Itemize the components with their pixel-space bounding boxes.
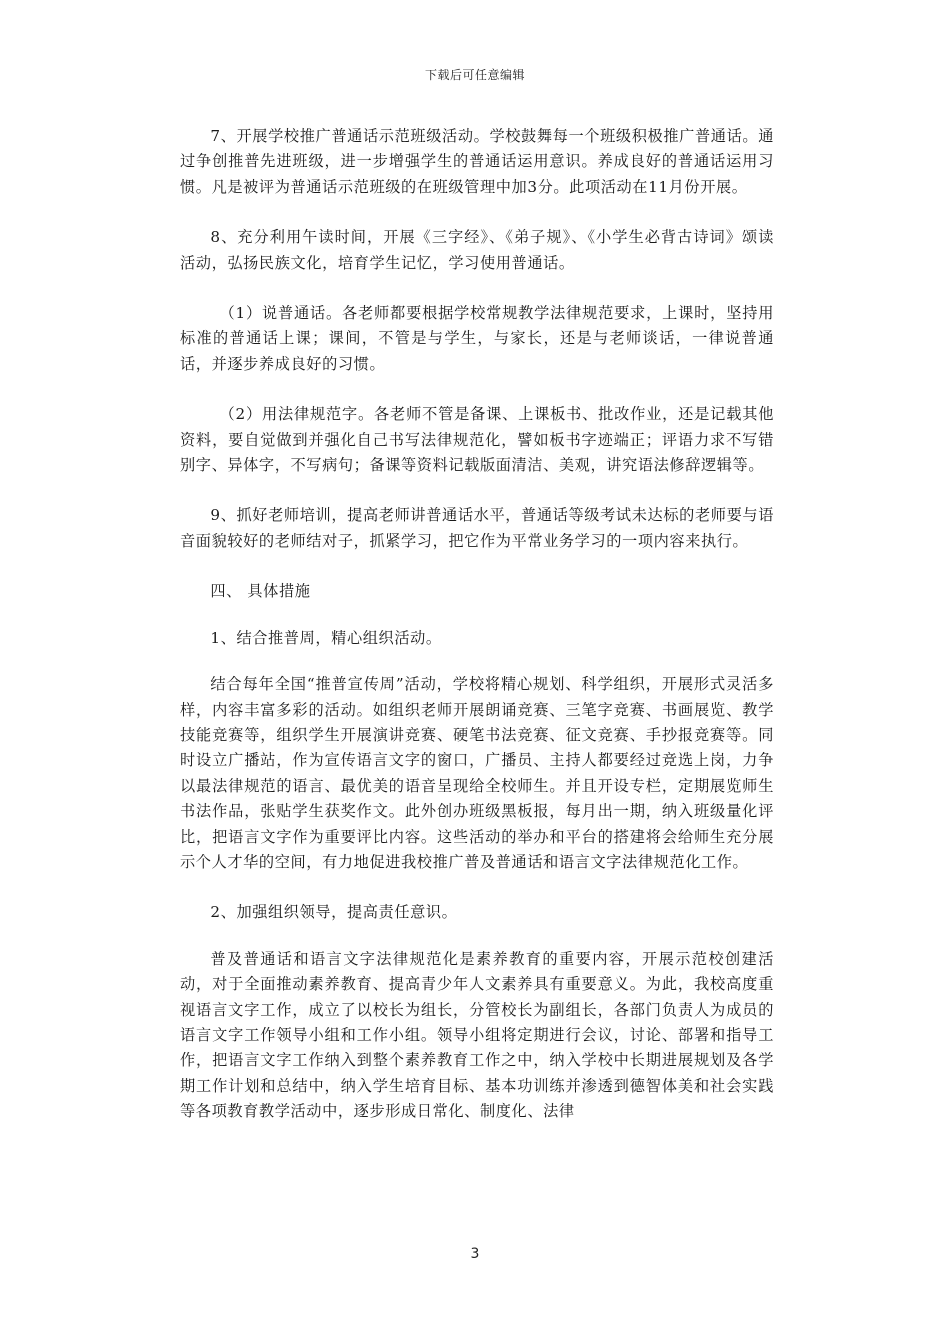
- paragraph-sub-1: （1）说普通话。各老师都要根据学校常规教学法律规范要求，上课时，坚持用标准的普通话上课；课间，不管是与学生，与家长，还是与老师谈话，一律说普通话，并逐步养成良好的习惯。: [180, 304, 774, 373]
- paragraph-body-2: 普及普通话和语言文字法律规范化是素养教育的重要内容，开展示范校创建活动，对于全面推动素养教育、提高青少年人文素养具有重要意义。为此，我校高度重视语言文字工作，成立了以校长为组长，分管校长为副组长，各部门负责人为成员的语言文字工作领导小组和工作小组。领导小组将定期进行会议，讨论、部署和指导工作，把语言文字工作纳入到整个素养教育工作之中，纳入学校中长期进展规划及各学期工作计划和总结中，纳入学生培育目标、基本功训练并渗透到德智体美和社会实践等各项教育教学活动中，逐步形成日常化、制度化、法律: [180, 949, 774, 1121]
- subsection-heading-1: 1、结合推普周，精心组织活动。: [210, 628, 442, 647]
- paragraph-body-1: 结合每年全国“推普宣传周”活动，学校将精心规划、科学组织，开展形式灵活多样，内容丰富多彩的活动。如组织老师开展朗诵竞赛、三笔字竞赛、书画展览、教学技能竞赛等，组织学生开展演讲竞赛、硬笔书法竞赛、征文竞赛、手抄报竞赛等。同时设立广播站，作为宣传语言文字的窗口，广播员、主持人都要经过竞选上岗，力争以最法律规范的语言、最优美的语音呈现给全校师生。并且开设专栏，定期展览师生书法作品，张贴学生获奖作文。此外创办班级黑板报，每月出一期，纳入班级量化评比，把语言文字作为重要评比内容。这些活动的举办和平台的搭建将会给师生充分展示个人才华的空间，有力地促进我校推广普及普通话和语言文字法律规范化工作。: [180, 675, 774, 871]
- page-number: 3: [470, 1246, 480, 1262]
- paragraph-sub-2: （2）用法律规范字。各老师不管是备课、上课板书、批改作业，还是记载其他资料，要自觉做到并强化自己书写法律规范化，譬如板书字迹端正；评语力求不写错别字、异体字，不写病句；备课等资料记载版面清洁、美观，讲究语法修辞逻辑等。: [180, 405, 774, 475]
- paragraph-item-7: 7、开展学校推广普通话示范班级活动。学校鼓舞每一个班级积极推广普通话。通过争创推普先进班级，进一步增强学生的普通话运用意识。养成良好的普通话运用习惯。凡是被评为普通话示范班级的在班级管理中加3分。此项活动在11月份开展。: [180, 127, 774, 196]
- subsection-heading-2: 2、加强组织领导，提高责任意识。: [210, 903, 458, 922]
- page-header: 下载后可任意编辑: [424, 68, 525, 82]
- paragraph-item-9: 9、抓好老师培训，提高老师讲普通话水平，普通话等级考试未达标的老师要与语音面貌较好的老师结对子，抓紧学习，把它作为平常业务学习的一项内容来执行。: [180, 506, 774, 550]
- paragraph-item-8: 8、充分利用午读时间，开展《三字经》、《弟子规》、《小学生必背古诗词》颂读活动，弘扬民族文化，培育学生记忆，学习使用普通话。: [180, 228, 774, 272]
- document-body: [180, 124, 774, 1150]
- section-heading: 四、 具体措施: [210, 582, 311, 601]
